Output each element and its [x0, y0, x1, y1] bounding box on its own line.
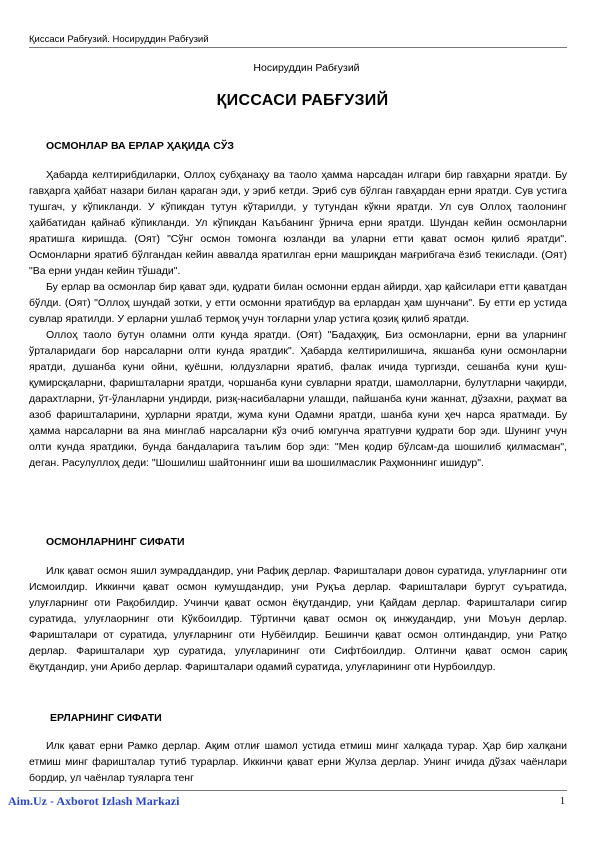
section-heading-skies-and-earths: ОСМОНЛАР ВА ЕРЛАР ҲАҚИДА СЎЗ	[46, 140, 234, 152]
paragraph: Бу ерлар ва осмонлар бир қават эди, қудрати билан осмонни ердан айирди, ҳар қайсилари етти қаватдан бўлди. (Оят) "Оллоҳ шундай зотки, у етти осмонни яратибдур ва ерлардан ҳам шунчани". Бу етти ер устида сувлар яратилди. У ерларни ушлаб термоқ учун тоғларни улар устига қозиқ қилиб яратди.	[29, 281, 567, 325]
running-header: Қиссаси Рабғузий. Носируддин Рабғузий	[29, 34, 209, 45]
document-title: ҚИССАСИ РАБҒУЗИЙ	[216, 92, 389, 109]
page-number: 1	[560, 796, 565, 807]
section-body-skies-description	[29, 563, 567, 675]
footer-divider	[29, 790, 567, 791]
paragraph: Илк қават осмон яшил зумраддандир, уни Рафиқ дерлар. Фаришталари довон суратида, улуғларнинг оти Исмоилдир. Иккинчи қават осмон кумушдандир, уни Руқъа дерлар. Фаришталари бургут суъратида, улуғларнинг оти Рақобилдир. Учинчи қават осмон ёқутдандир, уни Қайдам дерлар. Фаришталари сигир суратида, улуғлаорнинг оти Кўкбоилдир. Тўртинчи қават осмон оқ инжудандир, уни Моъун дерлар. Фаришталари от суратида, улуғларнинг оти Нубёилдир. Бешинчи қават осмон олтиндандир, уни Ратқо дерлар. Фаришталари ҳур суратида, улуғларининг оти Сифтбоилдир. Олтинчи қават осмон сариқ ёқутдандир, уни Арибо дерлар. Фаришталари одамий суратида, улуғларининг оти Нурбоилдур.	[29, 565, 567, 673]
author-name: Носируддин Рабғузий	[253, 62, 360, 74]
paragraph: Ҳабарда келтирибдиларки, Оллоҳ субҳанаҳу ва таоло ҳамма нарсадан илгари бир гавҳарни яратди. Бу гавҳарга ҳайбат назари билан қараган эди, у эриб кетди. Эриб сув бўлган гавҳардан ерни яратди. Сув устига тушгач, у кўпикланди. У кўпикдан тутун кўтарилди, у тутундан кўкни яратди. Ул сув Оллоҳ таолонинг ҳайбатидан қайнаб кўпикланди. Ул кўпикдан Каъбанинг ўрнича ерни яратди. Шундан кейин осмонларни яратишга киришда. (Оят) "Сўнг осмон томонга юзланди ва уларни етти қават осмон қилиб яратди". Осмонларни яратиб бўлгандан кейин аввалда яратилган ерни машриқдан мағрибгача ёзиб текислади. (Оят) "Ва ерни ундан кейин тўшади".	[29, 169, 567, 277]
section-heading-earths-description: ЕРЛАРНИНГ СИФАТИ	[50, 712, 162, 724]
header-divider	[29, 47, 567, 48]
section-body-earths-description	[29, 738, 567, 786]
section-heading-skies-description: ОСМОНЛАРНИНГ СИФАТИ	[46, 536, 185, 548]
paragraph: Оллоҳ таоло бутун оламни олти кунда яратди. (Оят) "Бадаҳқиқ, Биз осмонларни, ерни ва уларнинг ўрталаридаги бор нарсаларни олти кунда яратдик". Ҳабарда келтирилишича, якшанба куни осмонларни яратди, душанба куни ойни, қуёшни, юлдузларни яратиб, фалак ичида тургизди, сешанба куни қуш-қумирсқаларни, фаришталарни яратди, чоршанба куни сувларни яратди, шамолларни, булутларни чақирди, дарахтларни, ўт-ўланларни ундирди, ризқ-насибаларни улашди, пайшанба куни жаннат, дўзахни, раҳмат ва азоб фаришталарини, ҳурларни яратди, жума куни Одамни яратди, шанба куни ҳеч нарса яратмади. Бу ҳамма нарсаларни ва яна минглаб нарсаларни кўз очиб юмгунча яратгувчи қудрати бор эди. Шунинг учун олти кунда яратдики, бунда бандаларига таълим бор эди: "Мен қодир бўлсам-да шошилиб қилмасман", деган. Расулуллоҳ деди: "Шошилиш шайтоннинг иши ва шошилмаслик Раҳмоннинг ишидур".	[29, 329, 567, 469]
paragraph: Илк қават ерни Рамко дерлар. Ақим отлиғ шамол устида етмиш минг халқада турар. Ҳар бир халқани етмиш минг фаришталар тутиб турарлар. Иккинчи қават ерни Жулза дерлар. Унинг ичида дўзах чаёнлари бордир, ул чаёнлар туяларга тенг	[29, 740, 567, 784]
footer-brand: Aim.Uz - Axborot Izlash Markazi	[8, 794, 180, 808]
section-body-skies-and-earths	[29, 167, 567, 471]
